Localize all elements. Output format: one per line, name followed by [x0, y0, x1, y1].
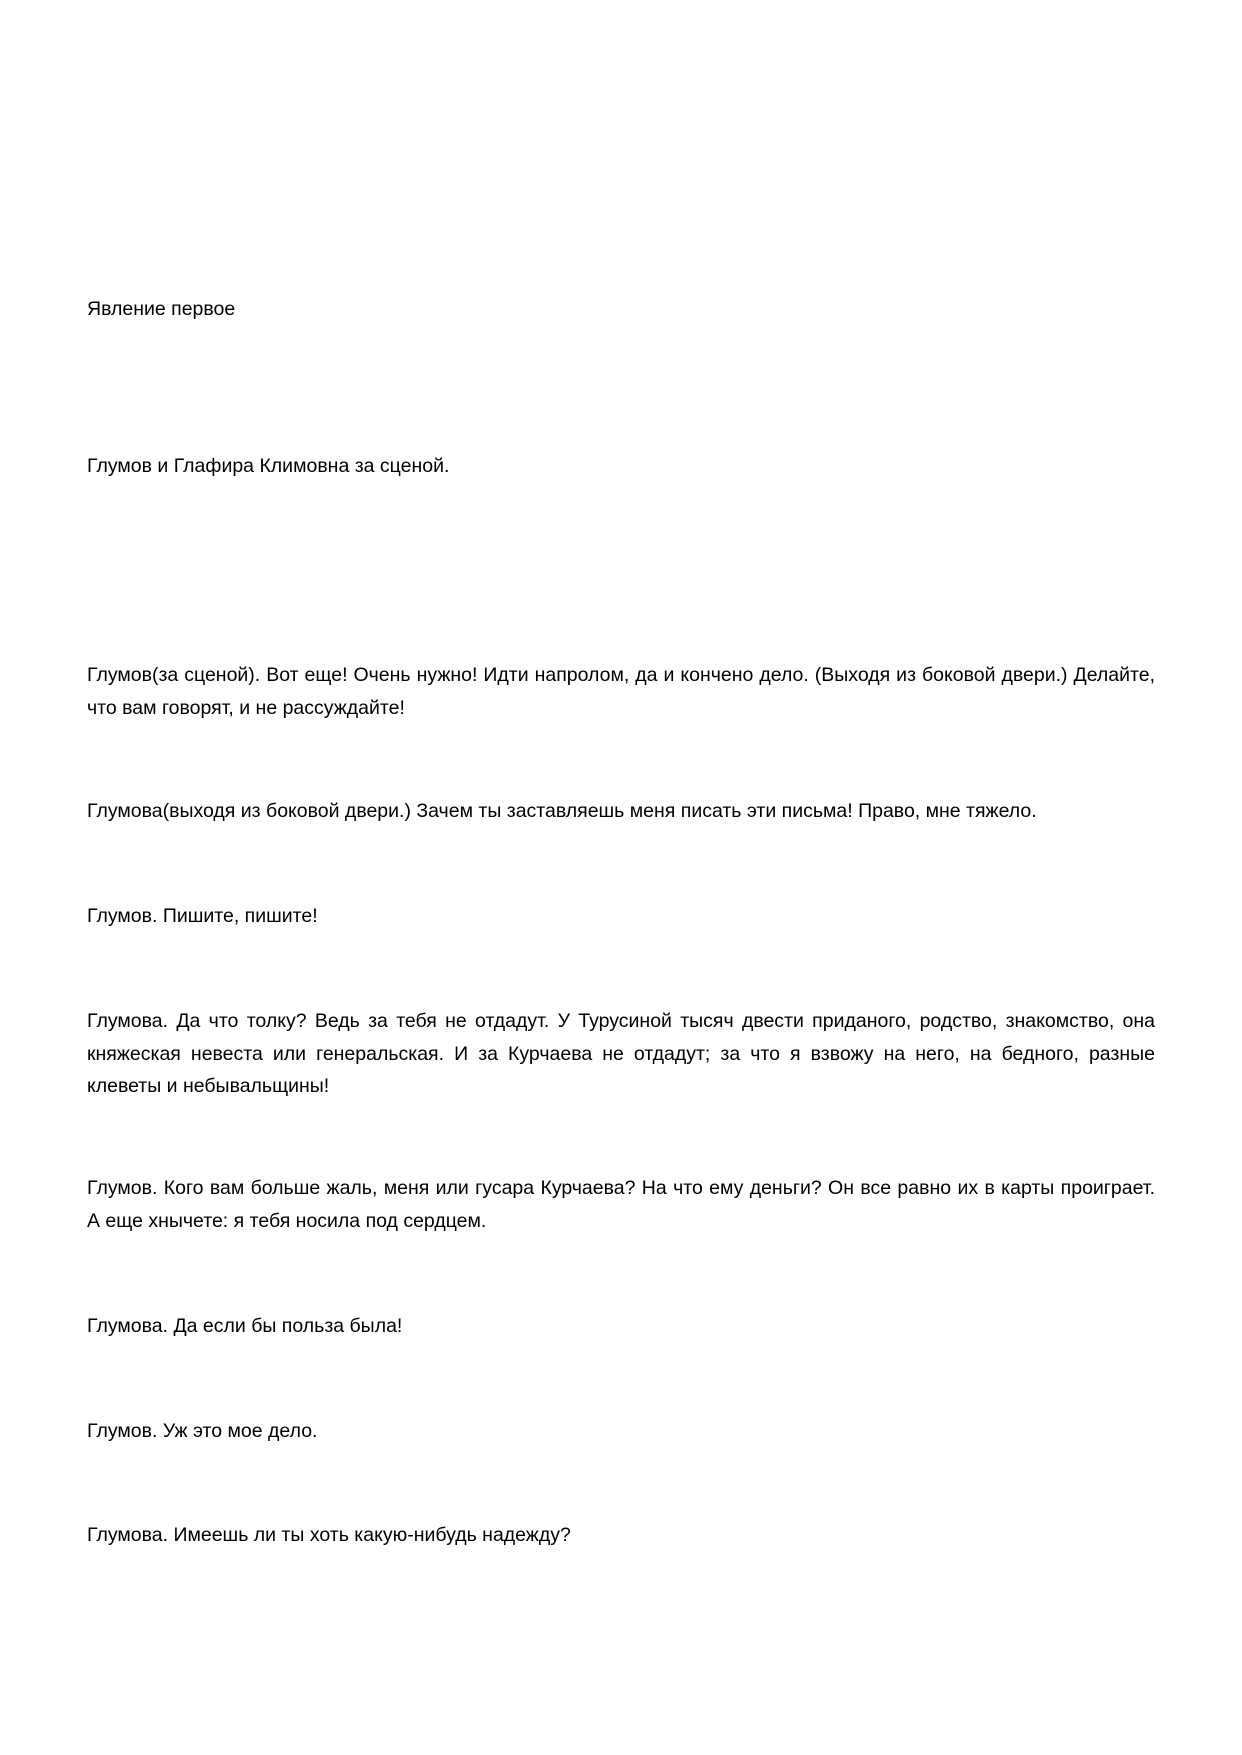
dialogue-paragraph: Глумов(за сценой). Вот еще! Очень нужно! Идти напролом, да и кончено дело. (Выходя из боковой двери.) Делайте, что вам говорят, и не рассуждайте!	[87, 664, 1155, 719]
dialogue-paragraph: Глумов. Уж это мое дело.	[87, 1420, 318, 1442]
dialogue-paragraph: Глумова. Да что толку? Ведь за тебя не отдадут. У Турусиной тысяч двести приданого, родство, знакомство, она княжеская невеста или генеральская. И за Курчаева не отдадут; за что я взвожу на него, на бедного, разные клеветы и небывальщины!	[87, 1010, 1155, 1097]
stage-direction: Глумов и Глафира Климовна за сценой.	[87, 455, 450, 477]
dialogue-paragraph: Глумова. Да если бы польза была!	[87, 1315, 403, 1337]
scene-heading: Явление первое	[87, 298, 236, 320]
dialogue-paragraph: Глумова. Имеешь ли ты хоть какую-нибудь надежду?	[87, 1524, 571, 1546]
dialogue-paragraph: Глумов. Кого вам больше жаль, меня или гусара Курчаева? На что ему деньги? Он все равно их в карты проиграет. А еще хнычете: я тебя носила под сердцем.	[87, 1177, 1155, 1232]
dialogue-paragraph: Глумов. Пишите, пишите!	[87, 905, 318, 927]
dialogue-paragraph: Глумова(выходя из боковой двери.) Зачем ты заставляешь меня писать эти письма! Право, мне тяжело.	[87, 800, 1037, 822]
